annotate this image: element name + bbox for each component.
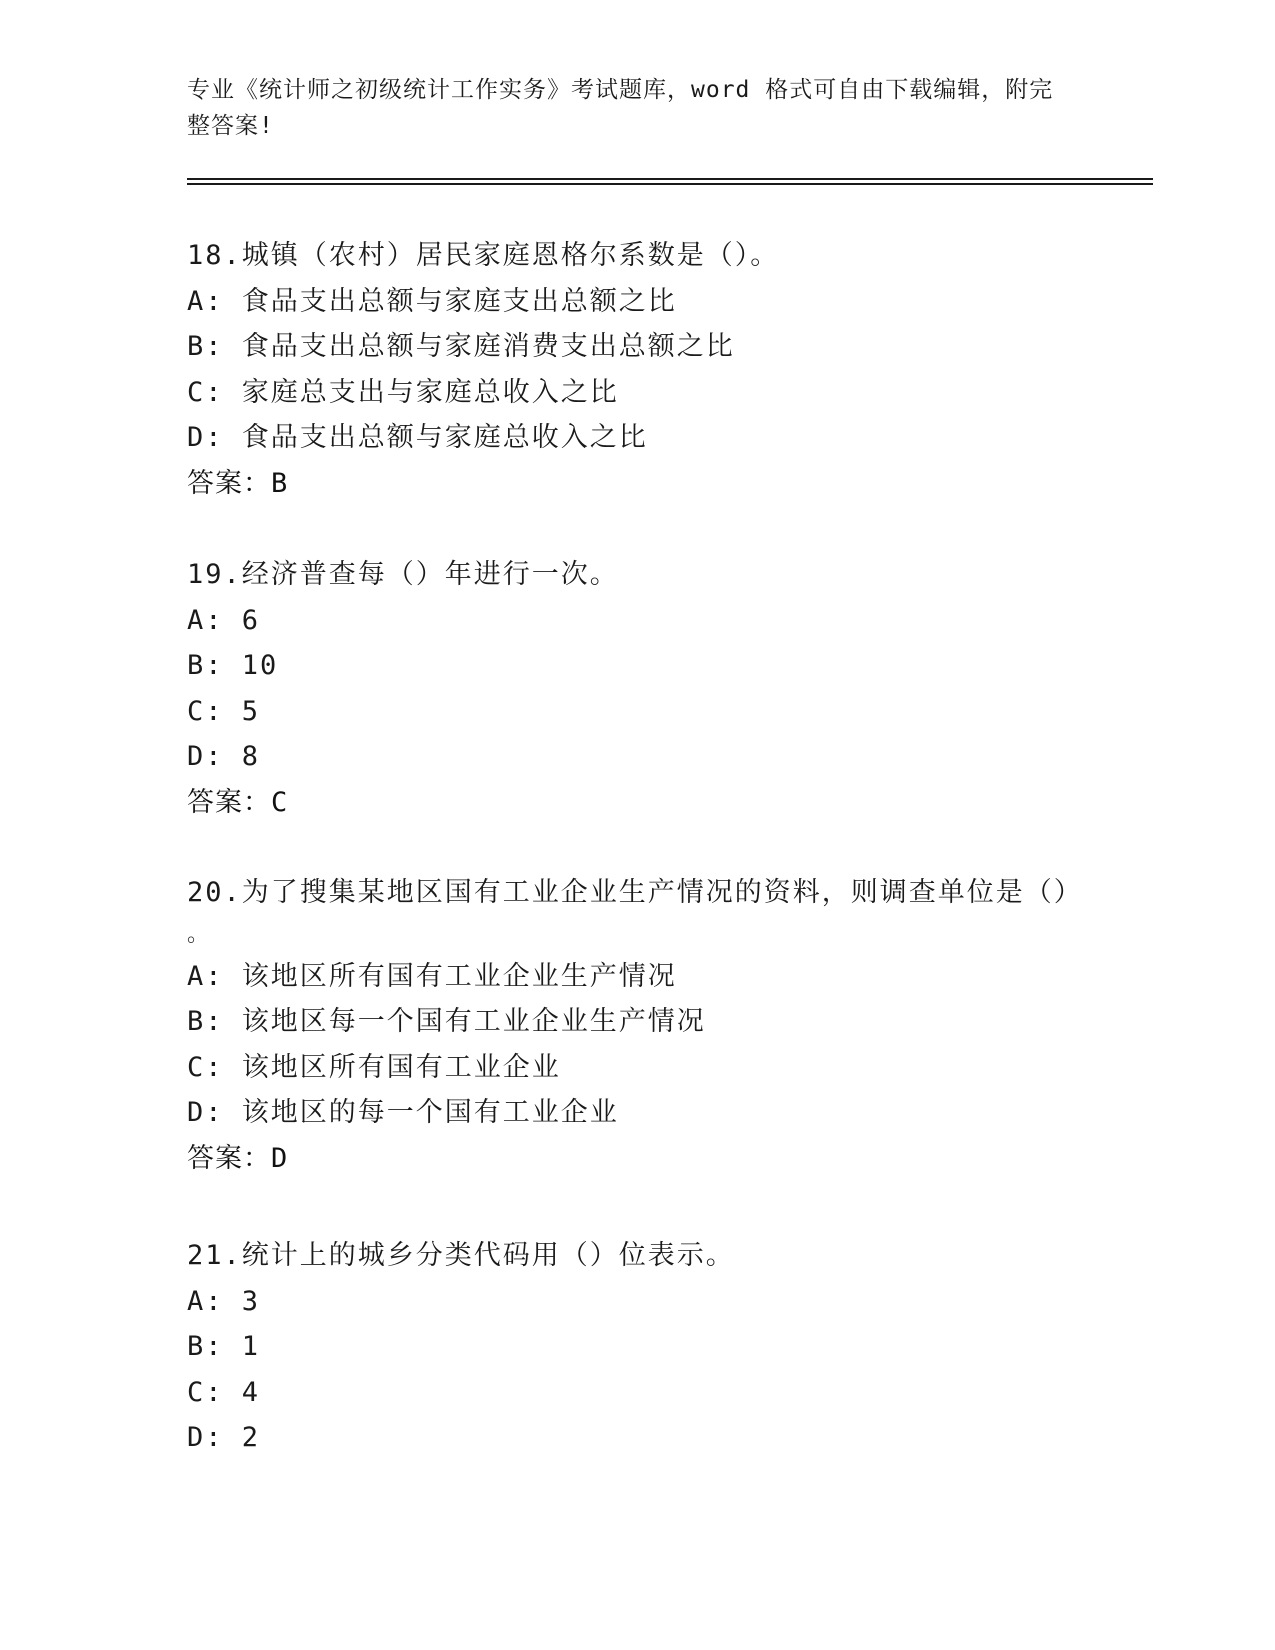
option-b: B: 食品支出总额与家庭消费支出总额之比	[187, 331, 735, 362]
answer-label: 答案：	[187, 1142, 271, 1174]
answer-label: 答案：	[187, 467, 271, 499]
option-c: C: 该地区所有国有工业企业	[187, 1051, 561, 1083]
answer-value: C	[271, 786, 289, 818]
header-divider-bottom	[187, 183, 1153, 185]
option-a: A: 3	[187, 1285, 261, 1317]
option-d: D: 8	[187, 741, 261, 772]
question-18	[187, 233, 1087, 506]
question-21	[187, 1233, 1087, 1461]
answer-line	[187, 780, 1087, 826]
option-a: A: 6	[187, 604, 261, 636]
question-stem: 21.统计上的城乡分类代码用（）位表示。	[187, 1240, 735, 1271]
question-stem-continuation: 。	[187, 921, 212, 947]
header-divider-top	[187, 178, 1153, 180]
option-b: B: 该地区每一个国有工业企业生产情况	[187, 1006, 706, 1037]
option-d: D: 2	[187, 1422, 261, 1453]
option-b: B: 1	[187, 1331, 261, 1362]
answer-line	[187, 1136, 1087, 1182]
option-d: D: 该地区的每一个国有工业企业	[187, 1097, 619, 1128]
option-d: D: 食品支出总额与家庭总收入之比	[187, 422, 648, 453]
header-line-2: 整答案!	[187, 113, 274, 139]
option-c: C: 4	[187, 1376, 261, 1408]
option-c: C: 家庭总支出与家庭总收入之比	[187, 376, 619, 408]
question-20	[187, 870, 1087, 1181]
question-stem: 20.为了搜集某地区国有工业企业生产情况的资料，则调查单位是（）	[187, 877, 1083, 908]
answer-label: 答案：	[187, 786, 271, 818]
header-line-1: 专业《统计师之初级统计工作实务》考试题库，word 格式可自由下载编辑，附完	[187, 77, 1054, 103]
answer-value: D	[271, 1142, 289, 1174]
option-a: A: 该地区所有国有工业企业生产情况	[187, 960, 677, 992]
question-stem: 19.经济普查每（）年进行一次。	[187, 559, 619, 590]
question-stem: 18.城镇（农村）居民家庭恩格尔系数是（）。	[187, 240, 780, 271]
option-b: B: 10	[187, 650, 279, 681]
option-c: C: 5	[187, 695, 261, 727]
question-19	[187, 552, 1087, 825]
answer-line	[187, 461, 1087, 507]
answer-value: B	[271, 467, 289, 499]
header-note	[187, 72, 1067, 144]
option-a: A: 食品支出总额与家庭支出总额之比	[187, 285, 677, 317]
